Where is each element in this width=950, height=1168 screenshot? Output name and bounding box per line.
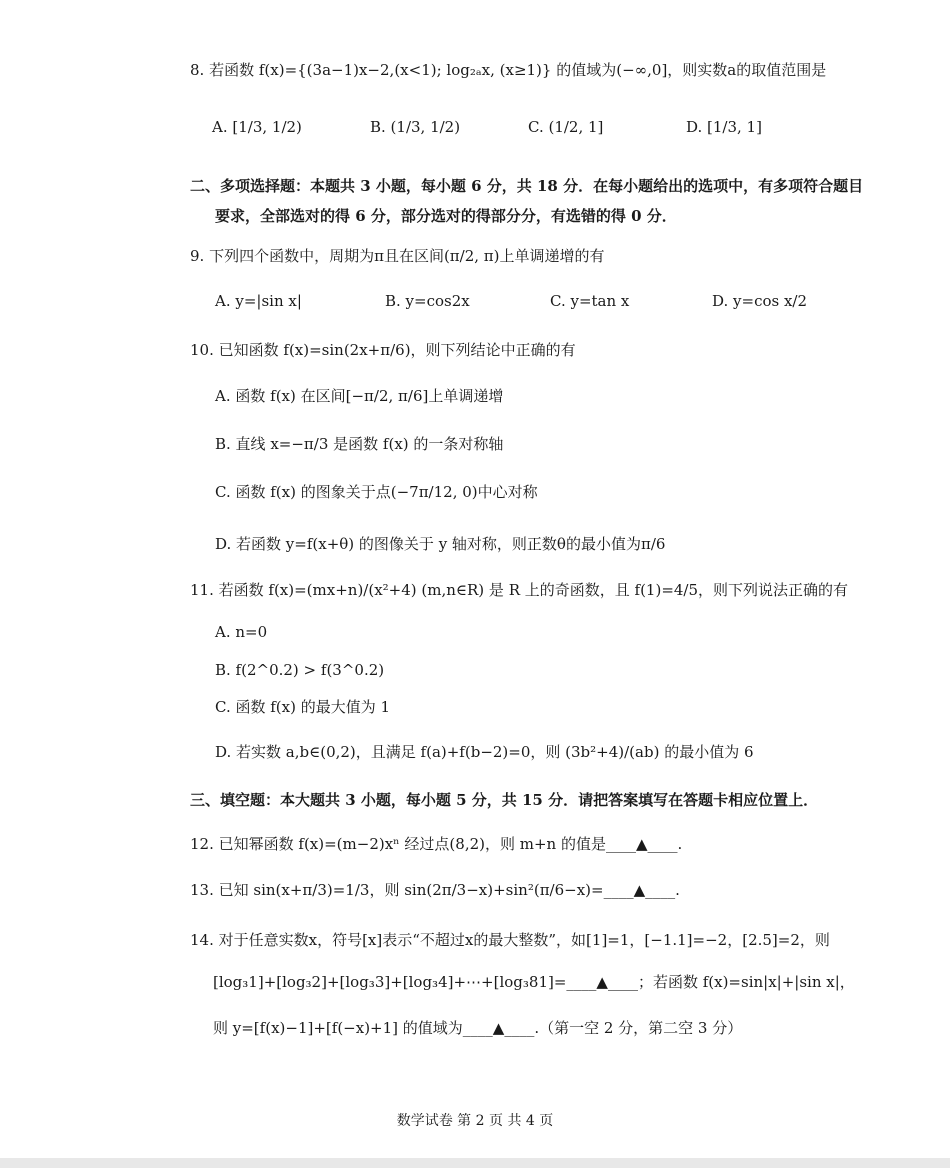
option-a: A. y=|sin x| (215, 292, 302, 310)
question-9: 9. 下列四个函数中，周期为π且在区间(π/2, π)上单调递增的有 (190, 247, 605, 265)
scan-bottom-edge (0, 1158, 950, 1168)
question-13: 13. 已知 sin(x+π/3)=1/3，则 sin(2π/3−x)+sin²(π/6−x)=____▲____. (190, 881, 680, 899)
section-3-heading: 三、填空题：本大题共 3 小题，每小题 5 分，共 15 分．请把答案填写在答题卡相应位置上． (190, 791, 819, 809)
question-9-options (215, 292, 842, 310)
question-10: 10. 已知函数 f(x)=sin(2x+π/6)，则下列结论中正确的有 (190, 341, 576, 359)
q11-option-a: A. n=0 (215, 623, 268, 641)
q10-option-d: D. 若函数 y=f(x+θ) 的图像关于 y 轴对称，则正数θ的最小值为π/6 (215, 535, 666, 553)
option-b: B. (1/3, 1/2) (370, 118, 461, 136)
section-2-heading-cont: 要求，全部选对的得 6 分，部分选对的得部分分，有选错的得 0 分． (215, 207, 677, 225)
option-d: D. [1/3, 1] (686, 118, 762, 136)
q10-option-c: C. 函数 f(x) 的图象关于点(−7π/12, 0)中心对称 (215, 483, 538, 501)
question-12: 12. 已知幂函数 f(x)=(m−2)xⁿ 经过点(8,2)，则 m+n 的值是____▲____. (190, 835, 683, 853)
question-14-line3: 则 y=[f(x)−1]+[f(−x)+1] 的值域为____▲____.（第一空 2 分，第二空 3 分） (213, 1019, 743, 1037)
option-d: D. y=cos x/2 (712, 292, 808, 310)
q11-option-d: D. 若实数 a,b∈(0,2)，且满足 f(a)+f(b−2)=0，则 (3b²+4)/(ab) 的最小值为 6 (215, 743, 754, 761)
q10-option-a: A. 函数 f(x) 在区间[−π/2, π/6]上单调递增 (215, 387, 504, 405)
question-14: 14. 对于任意实数x，符号[x]表示“不超过x的最大整数”，如[1]=1，[−1.1]=−2，[2.5]=2，则 (190, 931, 830, 949)
question-14-line2: [log₃1]+[log₃2]+[log₃3]+[log₃4]+⋯+[log₃81]=____▲____；若函数 f(x)=sin|x|+|sin x|， (213, 973, 855, 991)
option-c: C. (1/2, 1] (528, 118, 604, 136)
question-8: 8. 若函数 f(x)={(3a−1)x−2,(x<1); log₂ₐx, (x≥1)} 的值域为(−∞,0]，则实数a的取值范围是 (190, 61, 827, 79)
question-8-options (212, 118, 836, 136)
page-footer: 数学试卷 第 2 页 共 4 页 (396, 1113, 554, 1129)
question-11: 11. 若函数 f(x)=(mx+n)/(x²+4) (m,n∈R) 是 R 上的奇函数，且 f(1)=4/5，则下列说法正确的有 (190, 581, 849, 599)
q11-option-c: C. 函数 f(x) 的最大值为 1 (215, 698, 391, 716)
q11-option-b: B. f(2^0.2) > f(3^0.2) (215, 661, 385, 679)
section-2-heading: 二、多项选择题：本题共 3 小题，每小题 6 分，共 18 分．在每小题给出的选项中，有多项符合题目 (190, 177, 864, 195)
option-a: A. [1/3, 1/2) (212, 118, 302, 136)
option-b: B. y=cos2x (385, 292, 470, 310)
q10-option-b: B. 直线 x=−π/3 是函数 f(x) 的一条对称轴 (215, 435, 504, 453)
option-c: C. y=tan x (550, 292, 630, 310)
